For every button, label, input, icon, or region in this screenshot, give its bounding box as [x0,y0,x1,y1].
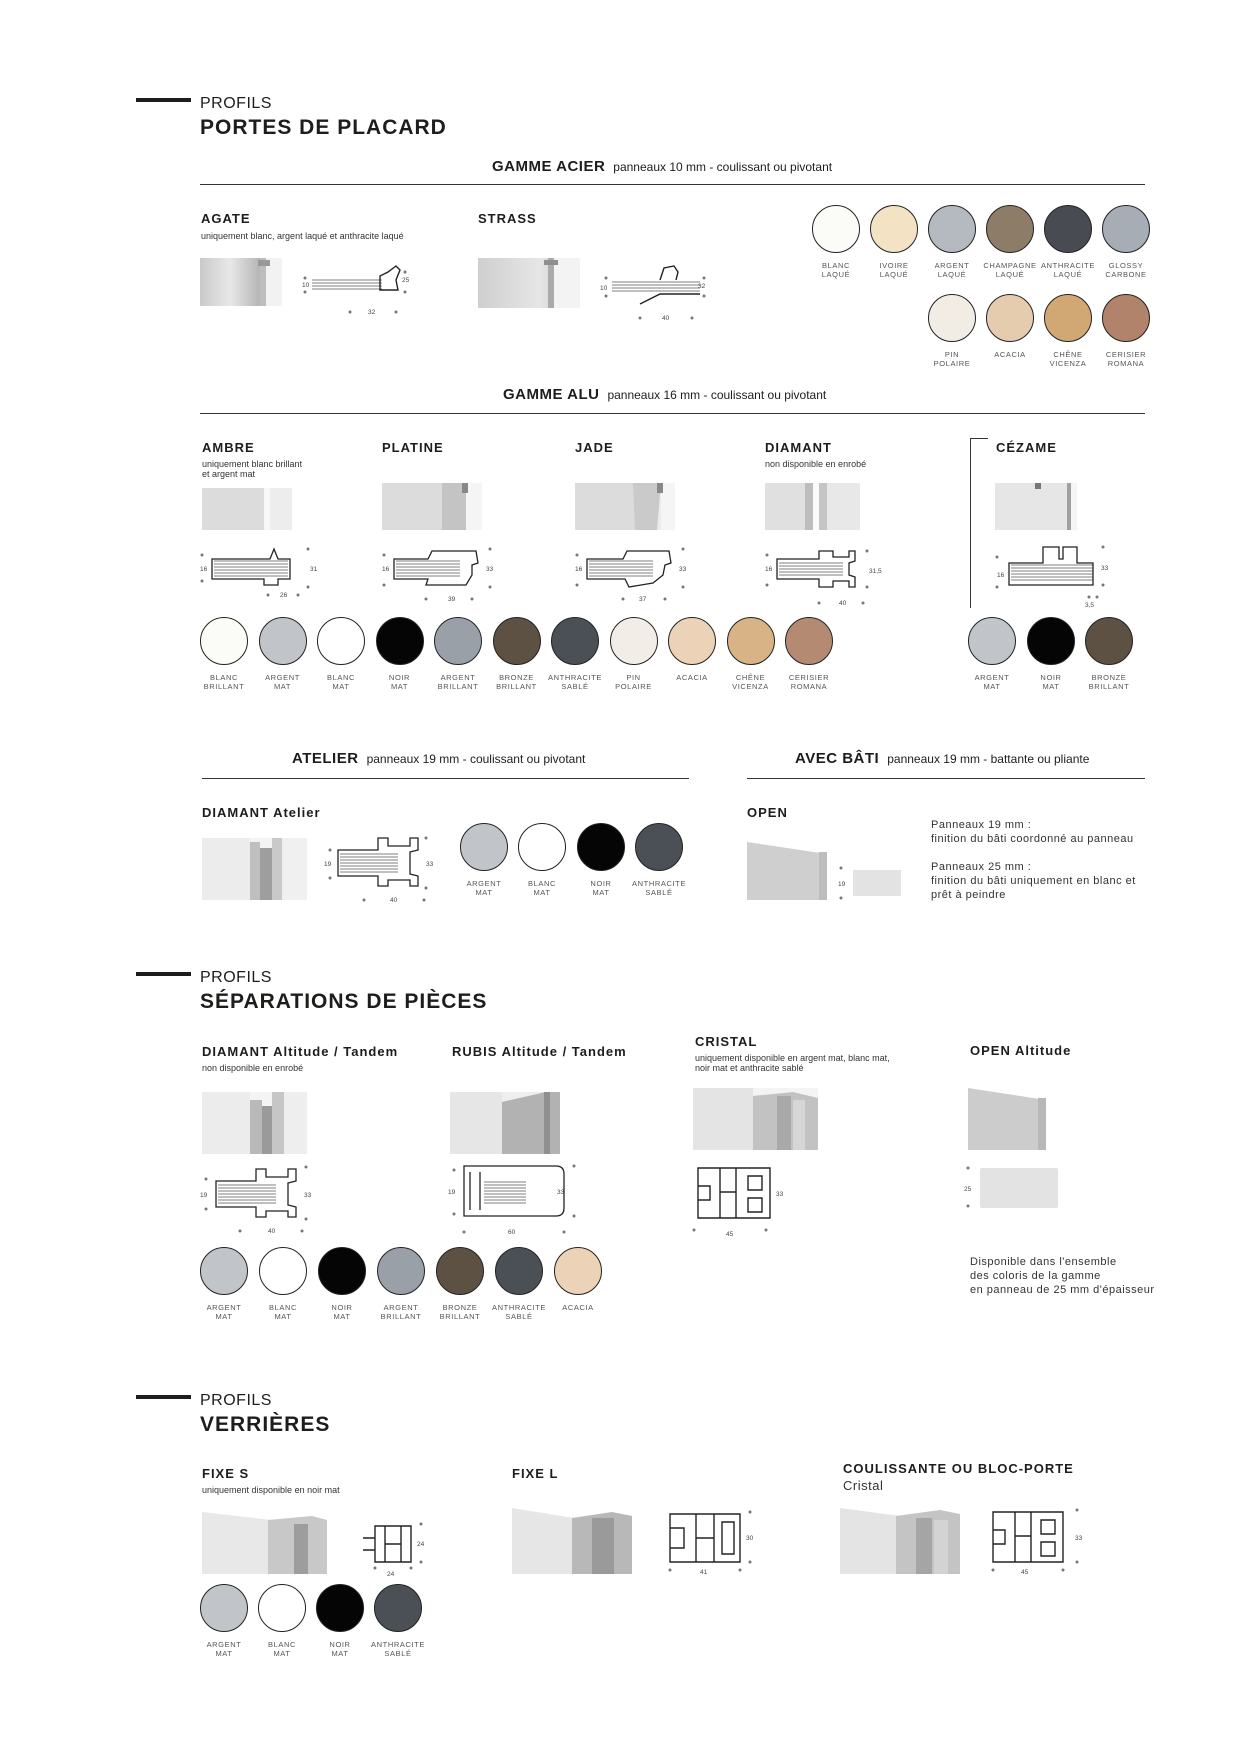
color-swatch [928,205,976,253]
gamme-acier-subtitle: panneaux 10 mm - coulissant ou pivotant [613,160,833,174]
swatch-label: NOIR MAT [331,1303,353,1321]
color-swatch [1044,294,1092,342]
section-bar [136,1395,191,1399]
dim-label: 19 [200,1192,208,1199]
divider [202,778,689,779]
dim-label: 32 [368,309,376,316]
profile-name-fixe-s: FIXE S [202,1466,250,1481]
swatch-label: BLANC MAT [268,1303,297,1321]
bati-title: AVEC BÂTI [795,750,880,767]
profile-name-fixe-l: FIXE L [512,1466,559,1481]
bati-text: Panneaux 19 mm : [931,819,1032,831]
profile-drawing-diamant-atelier [322,832,442,907]
profile-name-open-altitude: OPEN Altitude [970,1043,1072,1058]
swatch-label: ANTHRACITE LAQUÉ [1041,261,1095,279]
profile-name-cristal: CRISTAL [695,1034,758,1049]
color-swatch [1027,617,1075,665]
section-bar [136,98,191,102]
dim-label: 10 [302,282,310,289]
color-swatch [870,205,918,253]
swatch-label: ANTHRACITE SABLÉ [632,879,686,897]
swatch-label: BLANC BRILLANT [203,673,245,691]
section-bar [136,972,191,976]
profile-drawing-cezame [993,535,1123,610]
dim-label: 37 [639,596,647,603]
swatch-label: ACACIA [676,673,708,682]
swatch-label: ARGENT BRILLANT [437,673,479,691]
profile-photo-cezame [995,483,1077,530]
swatch-label: PIN POLAIRE [933,350,971,368]
color-swatch [376,617,424,665]
swatch-label: ARGENT MAT [265,673,300,691]
swatch-label: BRONZE BRILLANT [496,673,537,691]
section-label: PROFILS [200,1392,272,1409]
swatch-label: ARGENT MAT [466,879,502,897]
profile-name-jade: JADE [575,440,614,455]
profile-note-coulissante: Cristal [843,1478,884,1493]
swatch-label: NOIR MAT [388,673,411,691]
dim-label: 33 [679,566,687,573]
swatch-label: ARGENT LAQUÉ [934,261,970,279]
divider [200,413,1145,414]
dim-label: 60 [508,1229,516,1236]
swatch-label: ARGENT BRILLANT [380,1303,422,1321]
color-swatch [200,1247,248,1295]
swatch-label: BRONZE BRILLANT [439,1303,481,1321]
color-swatch [493,617,541,665]
color-swatch [518,823,566,871]
color-swatch [610,617,658,665]
profile-drawing-diamant [763,545,893,610]
color-swatch [727,617,775,665]
color-swatch [318,1247,366,1295]
swatch-label: BRONZE BRILLANT [1088,673,1130,691]
color-swatch [577,823,625,871]
section-label: PROFILS [200,969,272,986]
profile-photo-coulissante [840,1508,965,1574]
profile-note-ambre: uniquement blanc brillant et argent mat [202,459,303,479]
profile-photo-fixe-l [512,1508,637,1574]
color-swatch [1085,617,1133,665]
color-swatch [377,1247,425,1295]
swatch-label: ARGENT MAT [974,673,1010,691]
dim-label: 25 [402,277,410,284]
gamme-alu-heading [503,386,826,403]
dim-label: 16 [575,566,583,573]
dim-label: 24 [417,1541,425,1548]
swatch-label: BLANC MAT [326,673,355,691]
color-swatch [200,1584,248,1632]
bati-text: Panneaux 25 mm : [931,861,1032,873]
profile-photo-cristal [693,1088,818,1150]
dim-label: 33 [426,861,434,868]
profile-drawing-open-altitude [962,1162,1062,1212]
swatch-label: NOIR MAT [590,879,612,897]
swatch-label: NOIR MAT [1040,673,1062,691]
profile-note-diamant: non disponible en enrobé [765,459,867,469]
profile-name-rubis-altitude: RUBIS Altitude / Tandem [452,1044,627,1059]
profile-photo-jade [575,483,675,530]
color-swatch [316,1584,364,1632]
dim-label: 25 [964,1186,972,1193]
profile-photo-ambre [202,488,292,530]
swatch-label: NOIR MAT [329,1640,351,1658]
dim-label: 45 [726,1231,734,1238]
profile-drawing-agate [300,258,410,318]
dim-label: 16 [997,572,1005,579]
dim-label: 41 [700,1569,708,1576]
profile-drawing-ambre [198,545,323,600]
color-swatch [258,1584,306,1632]
swatch-label: ANTHRACITE SABLÉ [371,1640,425,1658]
dim-label: 16 [382,566,390,573]
color-swatch [986,205,1034,253]
dim-label: 33 [557,1189,565,1196]
color-swatch [317,617,365,665]
swatch-label: PIN POLAIRE [615,673,652,691]
color-swatch [434,617,482,665]
profile-photo-open-altitude [968,1088,1046,1150]
profile-photo-diamant-altitude [202,1092,307,1154]
swatch-label: BLANC LAQUÉ [821,261,851,279]
swatch-label: CHÊNE VICENZA [1049,350,1087,368]
color-swatch [812,205,860,253]
profile-drawing-diamant-altitude [198,1163,318,1238]
profile-drawing-platine [380,545,500,605]
profile-photo-platine [382,483,482,530]
gamme-alu-title: GAMME ALU [503,386,600,403]
bracket [970,438,971,608]
bati-subtitle: panneaux 19 mm - battante ou pliante [887,752,1090,766]
dim-label: 45 [1021,1569,1029,1574]
profile-name-diamant-altitude: DIAMANT Altitude / Tandem [202,1044,399,1059]
dim-label: 19 [448,1189,456,1196]
profile-note-agate: uniquement blanc, argent laqué et anthracite laqué [201,231,404,241]
profile-note-diamant-altitude: non disponible en enrobé [202,1063,304,1073]
profile-photo-diamant [765,483,860,530]
profile-drawing-fixe-s [355,1518,435,1578]
profile-name-open: OPEN [747,805,788,820]
swatch-label: CERISIER ROMANA [1105,350,1147,368]
dim-label: 32 [698,283,706,290]
open-altitude-text: en panneau de 25 mm d'épaisseur [970,1284,1155,1296]
color-swatch [968,617,1016,665]
gamme-alu-subtitle: panneaux 16 mm - coulissant ou pivotant [607,388,827,402]
color-swatch [928,294,976,342]
dim-label: 31 [310,566,318,573]
dim-label: 30 [746,1535,754,1542]
bati-heading [795,750,1089,767]
profile-photo-fixe-s [202,1512,327,1574]
profile-drawing-strass [600,258,710,328]
section-title: VERRIÈRES [200,1413,331,1436]
atelier-heading [292,750,585,767]
color-swatch [259,617,307,665]
bracket [970,438,988,439]
gamme-acier-title: GAMME ACIER [492,158,606,175]
profile-note-fixe-s: uniquement disponible en noir mat [202,1485,340,1495]
profile-photo-rubis-altitude [450,1092,560,1154]
dim-label: 31,5 [869,568,882,575]
profile-drawing-coulissante [985,1504,1085,1574]
profile-name-strass: STRASS [478,211,537,226]
color-swatch [1102,294,1150,342]
profile-name-diamant: DIAMANT [765,440,832,455]
profile-drawing-jade [573,545,693,605]
color-swatch [495,1247,543,1295]
dim-label: 40 [839,600,847,607]
divider [747,778,1145,779]
profile-name-diamant-atelier: DIAMANT Atelier [202,805,321,820]
dim-label: 33 [1075,1535,1083,1542]
profile-drawing-fixe-l [662,1506,762,1576]
profile-photo-strass [478,258,580,308]
swatch-label: ANTHRACITE SABLÉ [492,1303,546,1321]
profile-name-platine: PLATINE [382,440,444,455]
bati-text: finition du bâti uniquement en blanc et [931,875,1136,887]
atelier-subtitle: panneaux 19 mm - coulissant ou pivotant [366,752,586,766]
profile-drawing-cristal [690,1160,800,1240]
dim-label: 40 [268,1228,276,1235]
color-swatch [554,1247,602,1295]
swatch-label: BLANC MAT [267,1640,296,1658]
dim-label: 16 [200,566,208,573]
profile-note-cristal: uniquement disponible en argent mat, blanc mat, noir mat et anthracite sablé [695,1053,890,1073]
dim-label: 40 [390,897,398,904]
color-swatch [374,1584,422,1632]
swatch-label: ACACIA [994,350,1026,359]
swatch-label: CERISIER ROMANA [788,673,830,691]
atelier-title: ATELIER [292,750,359,767]
dim-label: 40 [662,315,670,322]
section-label: PROFILS [200,95,272,112]
color-swatch [1102,205,1150,253]
profile-drawing-rubis-altitude [446,1160,586,1240]
swatch-label: CHAMPAGNE LAQUÉ [983,261,1037,279]
gamme-acier-heading [492,158,832,175]
dim-label: 33 [486,566,494,573]
profile-photo-diamant-atelier [202,838,307,900]
color-swatch [785,617,833,665]
dim-label: 16 [765,566,773,573]
color-swatch [259,1247,307,1295]
dim-label: 33 [304,1192,312,1199]
open-altitude-text: des coloris de la gamme [970,1270,1101,1282]
dim-label: 26 [280,592,288,599]
color-swatch [460,823,508,871]
profile-drawing-open [835,862,905,902]
swatch-label: ARGENT MAT [206,1303,242,1321]
swatch-label: ANTHRACITE SABLÉ [548,673,602,691]
section-title: PORTES DE PLACARD [200,116,447,139]
swatch-label: IVOIRE LAQUÉ [879,261,909,279]
color-swatch [200,617,248,665]
bati-text: prêt à peindre [931,889,1006,901]
dim-label: 3,5 [1085,602,1095,609]
dim-label: 33 [776,1191,784,1198]
dim-label: 10 [600,285,608,292]
swatch-label: ARGENT MAT [206,1640,242,1658]
dim-label: 39 [448,596,456,603]
dim-label: 33 [1101,565,1109,572]
profile-name-agate: AGATE [201,211,251,226]
dim-label: 19 [324,861,332,868]
profile-name-ambre: AMBRE [202,440,255,455]
bati-text: finition du bâti coordonné au panneau [931,833,1134,845]
color-swatch [551,617,599,665]
swatch-label: BLANC MAT [527,879,556,897]
open-altitude-text: Disponible dans l'ensemble [970,1256,1117,1268]
swatch-label: ACACIA [562,1303,594,1312]
swatch-label: GLOSSY CARBONE [1105,261,1147,279]
dim-label: 19 [838,881,846,888]
color-swatch [436,1247,484,1295]
profile-photo-open [747,842,827,900]
swatch-label: CHÊNE VICENZA [732,673,769,691]
color-swatch [635,823,683,871]
profile-name-cezame: CÉZAME [996,440,1057,455]
color-swatch [668,617,716,665]
color-swatch [1044,205,1092,253]
section-title: SÉPARATIONS DE PIÈCES [200,990,488,1013]
color-swatch [986,294,1034,342]
dim-label: 24 [387,1571,395,1578]
profile-name-coulissante: COULISSANTE OU BLOC-PORTE [843,1461,1074,1476]
divider [200,184,1145,185]
profile-photo-agate [200,258,282,306]
